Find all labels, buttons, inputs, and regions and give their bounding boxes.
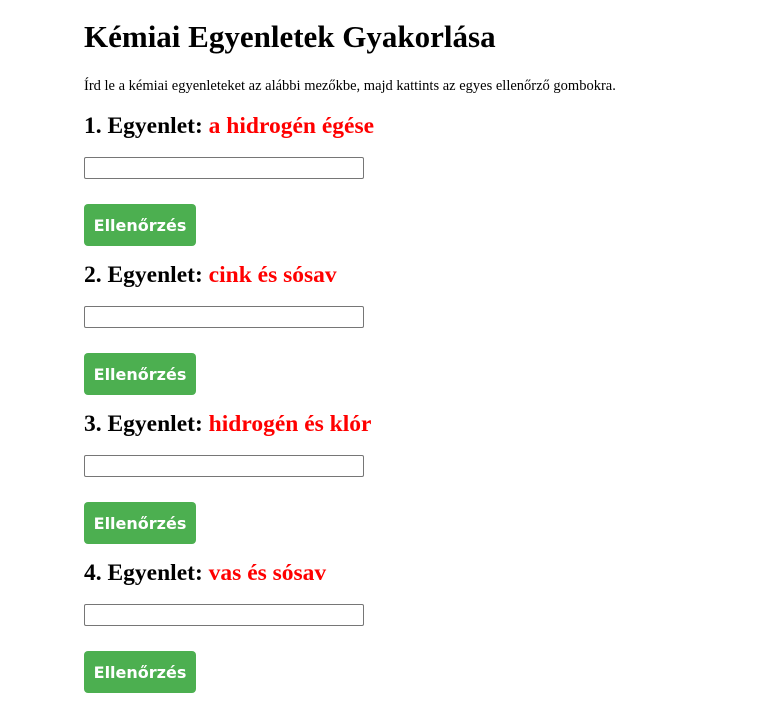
equation-heading-4 (84, 559, 326, 587)
check-button-3[interactable]: Ellenőrzés (84, 502, 196, 544)
equation-input-1[interactable] (84, 157, 364, 179)
equation-topic-1: a hidrogén égése (208, 113, 375, 139)
equation-heading-1 (84, 112, 374, 140)
equation-prefix-2: 2. Egyenlet: (84, 262, 209, 288)
equation-input-3[interactable] (84, 455, 364, 477)
equation-input-4[interactable] (84, 604, 364, 626)
equation-block-3 (84, 410, 744, 559)
intro-text: Írd le a kémiai egyenleteket az alábbi mezőkbe, majd kattints az egyes ellenőrző gombokra. (84, 78, 616, 94)
equation-input-2[interactable] (84, 306, 364, 328)
check-button-4[interactable]: Ellenőrzés (84, 651, 196, 693)
check-button-1[interactable]: Ellenőrzés (84, 204, 196, 246)
equation-heading-3 (84, 410, 371, 438)
equation-prefix-1: 1. Egyenlet: (84, 113, 209, 139)
equation-block-2 (84, 261, 744, 410)
equation-topic-4: vas és sósav (208, 560, 327, 586)
equation-block-1 (84, 112, 744, 261)
equation-prefix-3: 3. Egyenlet: (84, 411, 209, 437)
page-title: Kémiai Egyenletek Gyakorlása (84, 19, 496, 54)
equation-topic-3: hidrogén és klór (208, 411, 372, 437)
equation-topic-2: cink és sósav (208, 262, 337, 288)
equation-heading-2 (84, 261, 337, 289)
equation-block-4 (84, 559, 744, 708)
equation-prefix-4: 4. Egyenlet: (84, 560, 209, 586)
check-button-2[interactable]: Ellenőrzés (84, 353, 196, 395)
